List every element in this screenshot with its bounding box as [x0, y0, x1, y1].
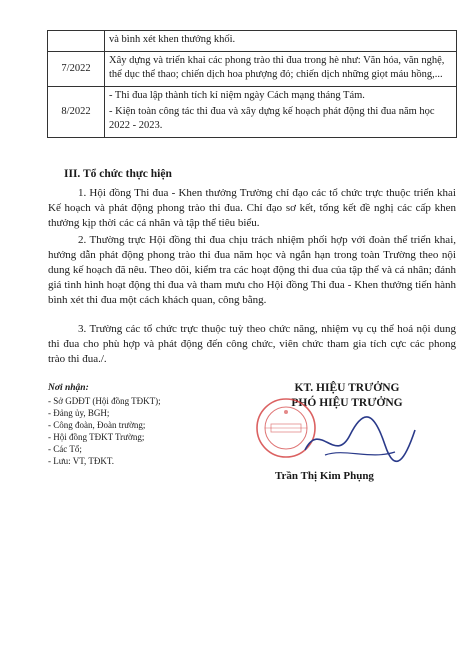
recipient-item: - Hội đồng TĐKT Trường;	[48, 432, 145, 442]
recipients-heading: Nơi nhận:	[48, 383, 89, 393]
recipients-block	[48, 382, 161, 467]
month-cell: 7/2022	[48, 52, 105, 87]
table-row	[48, 87, 457, 138]
section-title: III. Tổ chức thực hiện	[64, 168, 172, 180]
content-cell	[105, 87, 457, 138]
signature-title-line2: PHÓ HIỆU TRƯỞNG	[291, 397, 403, 409]
recipient-item: - Các Tổ;	[48, 444, 82, 454]
paragraph-1: 1. Hội đồng Thi đua - Khen thưởng Trường chỉ đạo các tổ chức trực thuộc triển khai Kế hoạch và phát động phong trào thi đua. Chỉ đạo sơ kết, tổng kết đề nghị các cấp khen thưởng kịp thời các cá nhân và tập thể tiêu biểu.	[48, 187, 456, 229]
content-cell	[105, 31, 457, 52]
plan-table	[47, 30, 457, 138]
recipient-item: - Lưu: VT, TĐKT.	[48, 456, 114, 466]
paragraph-3: 3. Trường các tổ chức trực thuộc tuỳ theo chức năng, nhiệm vụ cụ thể hoá nội dung thi đua cho phù hợp và phát động đến công chức, viên chức tham gia tích cực các phong trào thi đua./.	[48, 323, 456, 365]
month-cell: 8/2022	[48, 87, 105, 138]
recipient-item: - Sở GDĐT (Hội đồng TĐKT);	[48, 396, 161, 406]
recipient-item: - Công đoàn, Đoàn trường;	[48, 420, 146, 430]
month-cell	[48, 31, 105, 52]
signature-title-line1: KT. HIỆU TRƯỞNG	[294, 382, 400, 394]
paragraph-2: 2. Thường trực Hội đồng thi đua chịu trách nhiệm phối hợp với đoàn thể triển khai, hướng dẫn phát động phong trào thi đua năm học và ngắn hạn trong toàn Trường theo nội dung kế hoạch đã nêu. Theo dõi, kiểm tra các hoạt động thi đua của tập thể và cá nhân; đánh giá tình hình hoạt động thi đua và tham mưu cho Hội đồng Thi đua - Khen thưởng tiến hành bình xét thi đua một cách khách quan, công bằng.	[48, 234, 456, 306]
content-line: Xây dựng và triển khai các phong trào thi đua trong hè như: Văn hóa, văn nghệ, thể dục thể thao; chiến dịch hoa phượng đỏ; chiến dịch những giọt máu hồng,...	[109, 55, 445, 80]
content-line: - Thi đua lập thành tích kỉ niệm ngày Cách mạng tháng Tám.	[109, 90, 365, 101]
table-row	[48, 31, 457, 52]
signer-name: Trần Thị Kim Phụng	[275, 470, 374, 482]
recipients-list	[48, 395, 161, 467]
content-cell	[105, 52, 457, 87]
content-line: - Kiện toàn công tác thi đua và xây dựng kế hoạch phát động thi đua năm học 2022 - 2023.	[109, 106, 435, 131]
content-line: và bình xét khen thưởng khối.	[109, 34, 236, 45]
table-row	[48, 52, 457, 87]
recipient-item: - Đảng ủy, BGH;	[48, 408, 110, 418]
handwritten-signature-icon	[300, 410, 420, 470]
